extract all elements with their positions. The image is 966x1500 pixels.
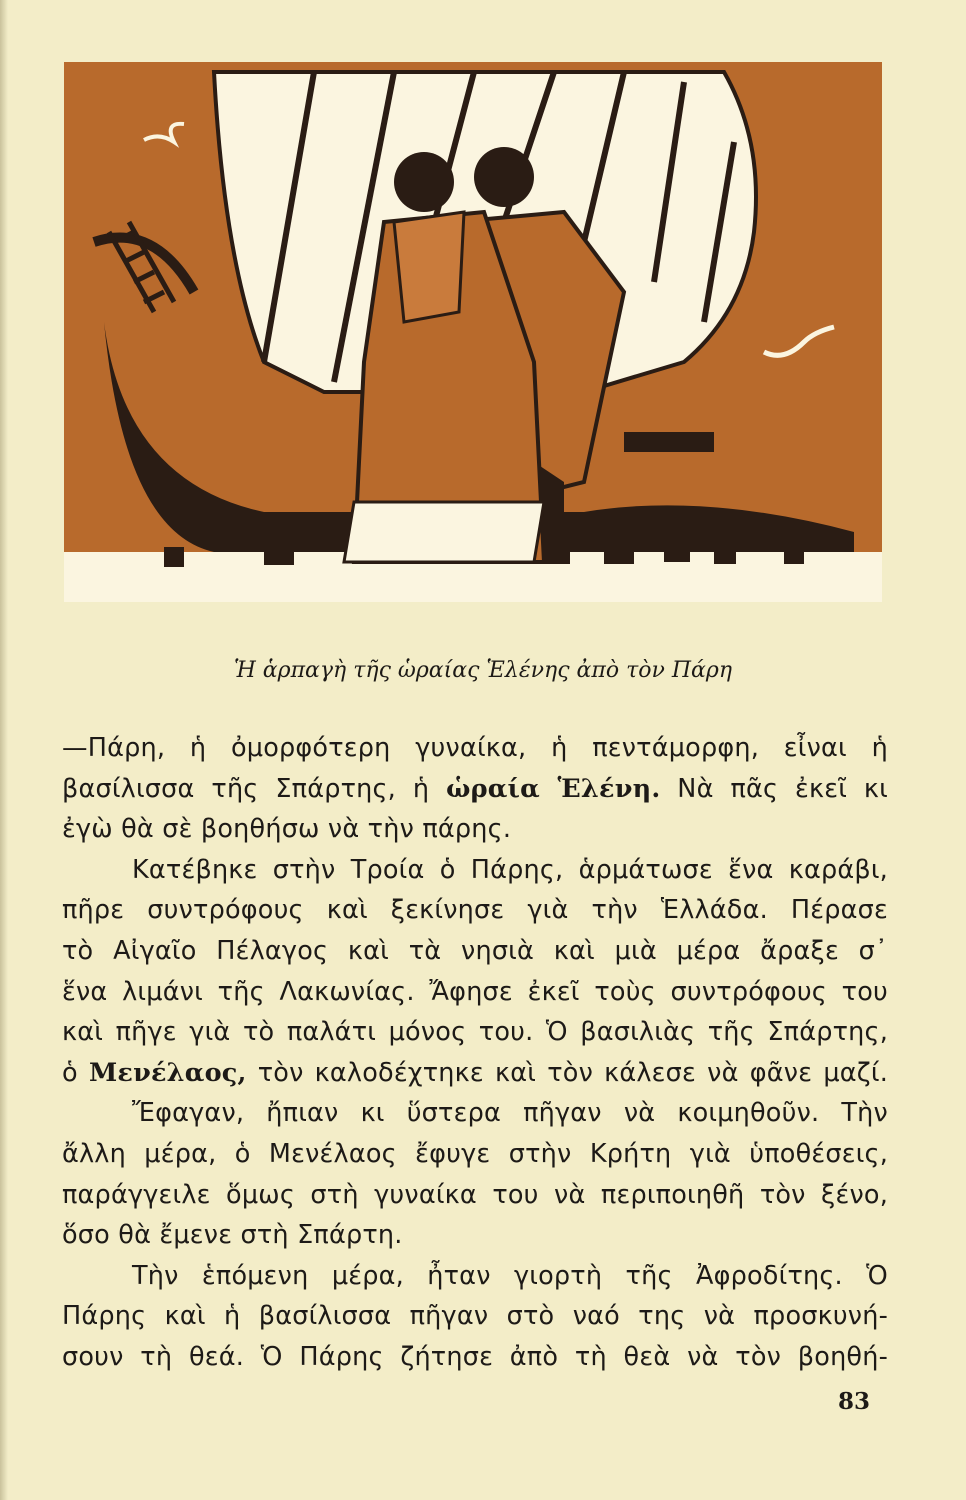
bold-name-menelaus: Μενέλαος,: [88, 1057, 247, 1088]
text-line: καὶ πῆγε γιὰ τὸ παλάτι μόνος του. Ὁ βασιλιὰς τῆς Σπάρτης,: [62, 1017, 888, 1048]
text-segment: τὸν καλοδέχτηκε καὶ τὸν κάλεσε νὰ φᾶνε μαζί.: [246, 1057, 888, 1088]
text-line: παράγγειλε ὅμως στὴ γυναίκα του νὰ περιποιηθῆ τὸν ξένο,: [62, 1179, 888, 1210]
body-text: [62, 728, 888, 1378]
seagull-right: [764, 327, 834, 355]
ship-deck: [624, 432, 714, 452]
text-line: τὸ Αἰγαῖο Πέλαγος καὶ τὰ νησιὰ καὶ μιὰ μέρα ἄραξε σ᾿: [62, 935, 888, 966]
illustration-drawing: [64, 62, 882, 602]
text-line: πῆρε συντρόφους καὶ ξεκίνησε γιὰ τὴν Ἑλλάδα. Πέρασε: [62, 895, 888, 926]
ship-and-figures-illustration: [64, 62, 882, 602]
seagull-left: [144, 124, 184, 142]
text-line: ἕνα λιμάνι τῆς Λακωνίας. Ἄφησε ἐκεῖ τοὺς συντρόφους του: [62, 976, 888, 1007]
text-line: —Πάρη, ἡ ὀμορφότερη γυναίκα, ἡ πεντάμορφη, εἶναι ἡ: [62, 733, 888, 763]
page-number: 83: [838, 1388, 871, 1415]
text-line: Κατέβηκε στὴν Τροία ὁ Πάρης, ἁρμάτωσε ἕνα καράβι,: [132, 854, 888, 885]
text-line: Τὴν ἑπόμενη μέρα, ἦταν γιορτὴ τῆς Ἀφροδίτης. Ὁ: [132, 1260, 888, 1291]
text-line: Ἔφαγαν, ἤπιαν κι ὕστερα πῆγαν νὰ κοιμηθοῦν. Τὴν: [132, 1098, 888, 1129]
text-line: Πάρης καὶ ἡ βασίλισσα πῆγαν στὸ ναό της νὰ προσκυνή-: [62, 1301, 888, 1332]
page-binding-edge: [0, 0, 8, 1500]
text-line: ὅσο θὰ ἔμενε στὴ Σπάρτη.: [62, 1220, 403, 1251]
text-line: [62, 1053, 888, 1094]
illustration-caption: Ἡ ἁρπαγὴ τῆς ὡραίας Ἑλένης ἀπὸ τὸν Πάρη: [233, 658, 733, 683]
text-segment: Νὰ πᾶς ἐκεῖ κι: [660, 773, 888, 804]
text-line: σουν τὴ θεά. Ὁ Πάρης ζήτησε ἀπὸ τὴ θεὰ νὰ τὸν βοηθή-: [62, 1341, 888, 1372]
text-segment: ὁ: [62, 1057, 89, 1088]
text-line: [62, 769, 888, 810]
text-segment: βασίλισσα τῆς Σπάρτης, ἡ: [62, 773, 447, 804]
bold-name-helen: ὡραία Ἑλένη.: [446, 773, 661, 804]
text-line: ἐγὼ θὰ σὲ βοηθήσω νὰ τὴν πάρης.: [62, 814, 512, 845]
text-line: ἄλλη μέρα, ὁ Μενέλαος ἔφυγε στὴν Κρήτη γιὰ ὑποθέσεις,: [62, 1138, 888, 1169]
